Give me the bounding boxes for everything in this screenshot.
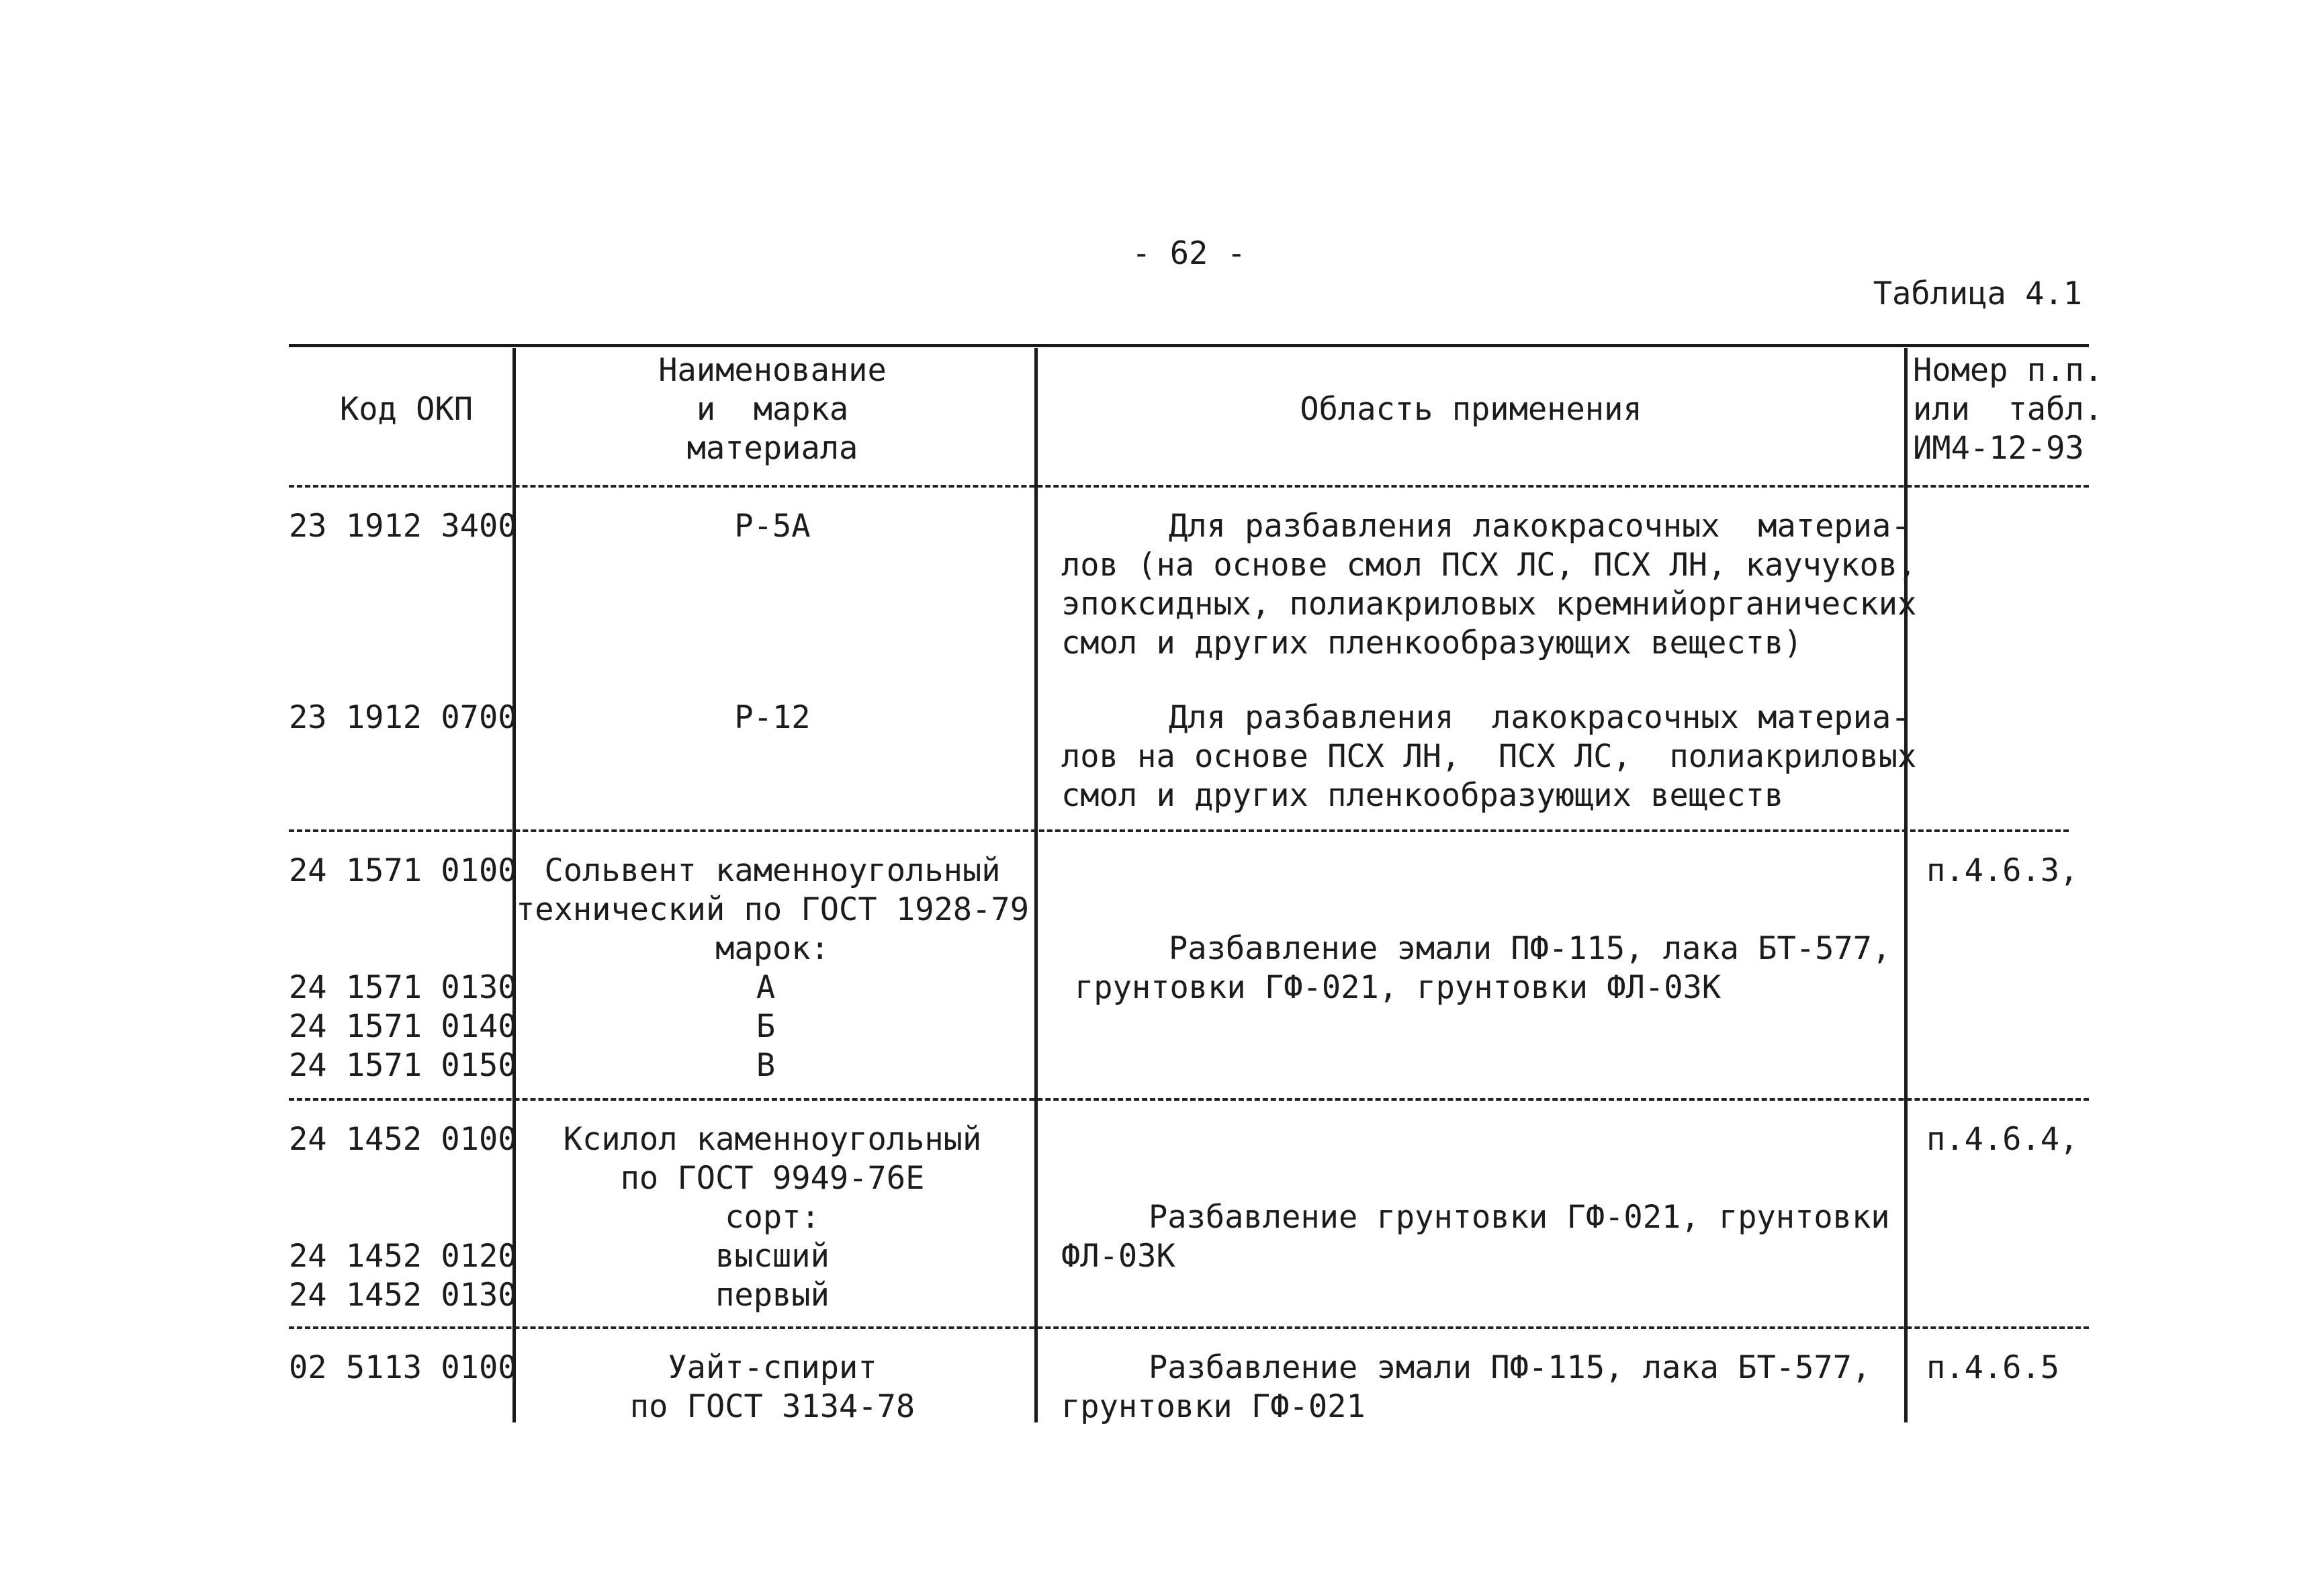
application-line: Разбавление эмали ПФ-115, лака БТ-577, [1169, 930, 1891, 967]
okp-code: 24 1452 0100 [289, 1121, 517, 1158]
table-label: Таблица 4.1 [1873, 275, 2082, 312]
material-name: Сольвент каменноугольный [544, 852, 1001, 889]
application-line: смол и других пленкообразующих веществ [1061, 777, 1784, 814]
header-ref-line: или табл. [1913, 391, 2103, 428]
application-line: эпоксидных, полиакриловых кремнийорганических [1061, 586, 1917, 623]
okp-code: 24 1452 0130 [289, 1277, 517, 1314]
material-name: Р-5А [734, 508, 811, 545]
material-name: по ГОСТ 9949-76Е [620, 1160, 925, 1197]
material-name: марок: [715, 930, 830, 967]
reference: п.4.6.5 [1926, 1349, 2060, 1386]
row-separator [289, 1098, 2089, 1101]
header-name-line: Наименование [658, 352, 887, 389]
okp-code: 23 1912 3400 [289, 508, 517, 545]
table-top-rule [289, 344, 2089, 347]
okp-code: 24 1571 0140 [289, 1008, 517, 1045]
application-line: смол и других пленкообразующих веществ) [1061, 625, 1803, 662]
application-line: Разбавление грунтовки ГФ-021, грунтовки [1149, 1199, 1890, 1236]
application-line: ФЛ-03К [1061, 1238, 1175, 1275]
material-grade: А [756, 969, 776, 1006]
application-line: грунтовки ГФ-021 [1061, 1388, 1366, 1425]
material-grade: Б [756, 1008, 776, 1045]
material-name: Р-12 [734, 699, 811, 736]
row-separator [289, 1326, 2089, 1329]
reference: п.4.6.4, [1926, 1121, 2079, 1158]
reference: п.4.6.3, [1926, 852, 2079, 889]
application-line: Для разбавления лакокрасочных материа- [1169, 699, 1910, 736]
material-grade: высший [715, 1238, 830, 1275]
header-ref-line: ИМ4-12-93 [1913, 430, 2084, 467]
row-separator [289, 485, 2089, 488]
header-code: Код ОКП [339, 391, 474, 428]
header-area: Область применения [1300, 391, 1642, 428]
okp-code: 24 1452 0120 [289, 1238, 517, 1275]
row-separator [289, 829, 2069, 832]
application-line: Для разбавления лакокрасочных материа- [1169, 508, 1910, 545]
material-name: технический по ГОСТ 1928-79 [515, 891, 1030, 928]
material-name: сорт: [725, 1199, 820, 1236]
application-line: лов на основе ПСХ ЛН, ПСХ ЛС, полиакриловых [1061, 738, 1917, 775]
okp-code: 02 5113 0100 [289, 1349, 517, 1386]
header-name-line: материала [686, 430, 858, 467]
col-separator-2 [1034, 348, 1038, 1422]
header-name-line: и марка [696, 391, 849, 428]
material-grade: первый [715, 1277, 830, 1314]
material-name: Уайт-спирит [668, 1349, 877, 1386]
material-grade: В [756, 1047, 776, 1084]
okp-code: 24 1571 0150 [289, 1047, 517, 1084]
application-line: Разбавление эмали ПФ-115, лака БТ-577, [1149, 1349, 1871, 1386]
page-number: - 62 - [1132, 235, 1246, 272]
material-name: Ксилол каменноугольный [563, 1121, 982, 1158]
application-line: лов (на основе смол ПСХ ЛС, ПСХ ЛН, каучуков, [1061, 547, 1917, 584]
okp-code: 23 1912 0700 [289, 699, 517, 736]
okp-code: 24 1571 0100 [289, 852, 517, 889]
application-line: грунтовки ГФ-021, грунтовки ФЛ-03К [1075, 969, 1722, 1006]
header-ref-line: Номер п.п. [1913, 352, 2103, 389]
material-name: по ГОСТ 3134-78 [629, 1388, 915, 1425]
okp-code: 24 1571 0130 [289, 969, 517, 1006]
